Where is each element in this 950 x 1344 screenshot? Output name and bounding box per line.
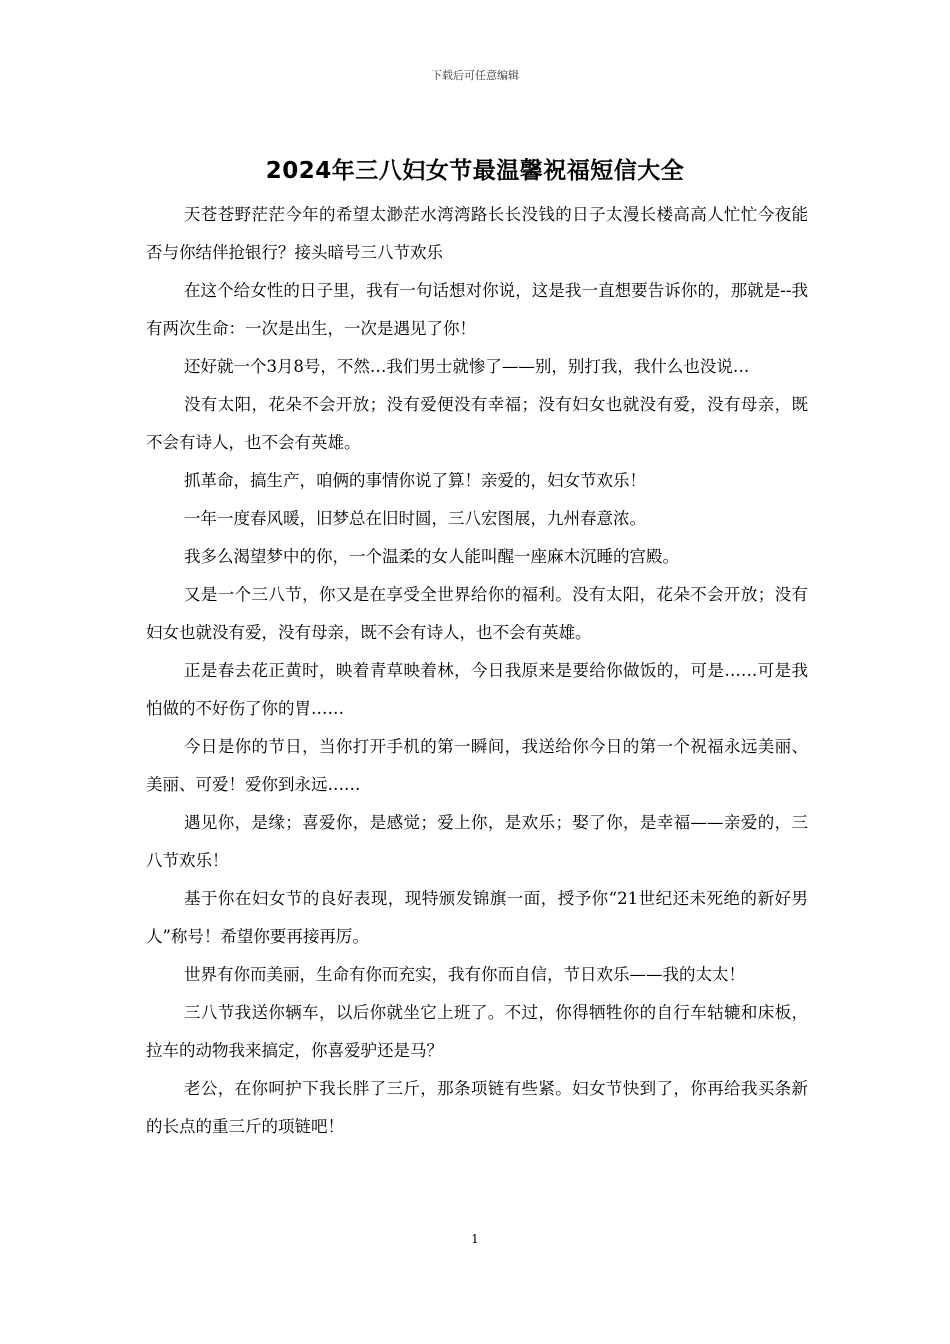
paragraph: 一年一度春风暖，旧梦总在旧时圆，三八宏图展，九州春意浓。 [183, 509, 646, 528]
document-title: 2024年三八妇女节最温馨祝福短信大全 [265, 158, 685, 184]
page-number: 1 [471, 1232, 479, 1246]
paragraph: 抓革命，搞生产，咱俩的事情你说了算！亲爱的，妇女节欢乐！ [183, 471, 646, 490]
paragraph: 基于你在妇女节的良好表现，现特颁发锦旗一面，授予你“21世纪还未死绝的新好男人”称号！希望你要再接再厉。 [146, 889, 808, 946]
document-body [146, 196, 808, 1146]
paragraph: 在这个给女性的日子里，我有一句话想对你说，这是我一直想要告诉你的，那就是--我有两次生命：一次是出生，一次是遇见了你！ [146, 281, 808, 338]
paragraph: 又是一个三八节，你又是在享受全世界给你的福利。没有太阳，花朵不会开放；没有妇女也就没有爱，没有母亲，既不会有诗人，也不会有英雄。 [146, 585, 808, 642]
paragraph: 天苍苍野茫茫今年的希望太渺茫水湾湾路长长没钱的日子太漫长楼高高人忙忙今夜能否与你结伴抢银行？接头暗号三八节欢乐 [146, 205, 808, 262]
paragraph: 三八节我送你辆车，以后你就坐它上班了。不过，你得牺牲你的自行车轱辘和床板，拉车的动物我来搞定，你喜爱驴还是马？ [146, 1003, 808, 1060]
paragraph: 正是春去花正黄时，映着青草映着林，今日我原来是要给你做饭的，可是……可是我怕做的不好伤了你的胃…… [146, 661, 808, 718]
page-header: 下载后可任意编辑 [431, 69, 519, 82]
paragraph: 还好就一个3月8号，不然…我们男士就惨了——别，别打我，我什么也没说… [183, 357, 750, 376]
paragraph: 我多么渴望梦中的你，一个温柔的女人能叫醒一座麻木沉睡的宫殿。 [183, 547, 679, 566]
paragraph: 今日是你的节日，当你打开手机的第一瞬间，我送给你今日的第一个祝福永远美丽、美丽、可爱！爱你到永远…… [146, 737, 808, 794]
paragraph: 老公，在你呵护下我长胖了三斤，那条项链有些紧。妇女节快到了，你再给我买条新的长点的重三斤的项链吧！ [146, 1079, 808, 1136]
paragraph: 世界有你而美丽，生命有你而充实，我有你而自信，节日欢乐——我的太太！ [183, 965, 745, 984]
paragraph: 没有太阳，花朵不会开放；没有爱便没有幸福；没有妇女也就没有爱，没有母亲，既不会有诗人，也不会有英雄。 [146, 395, 808, 452]
paragraph: 遇见你，是缘；喜爱你，是感觉；爱上你，是欢乐；娶了你，是幸福——亲爱的，三八节欢乐！ [146, 813, 808, 870]
